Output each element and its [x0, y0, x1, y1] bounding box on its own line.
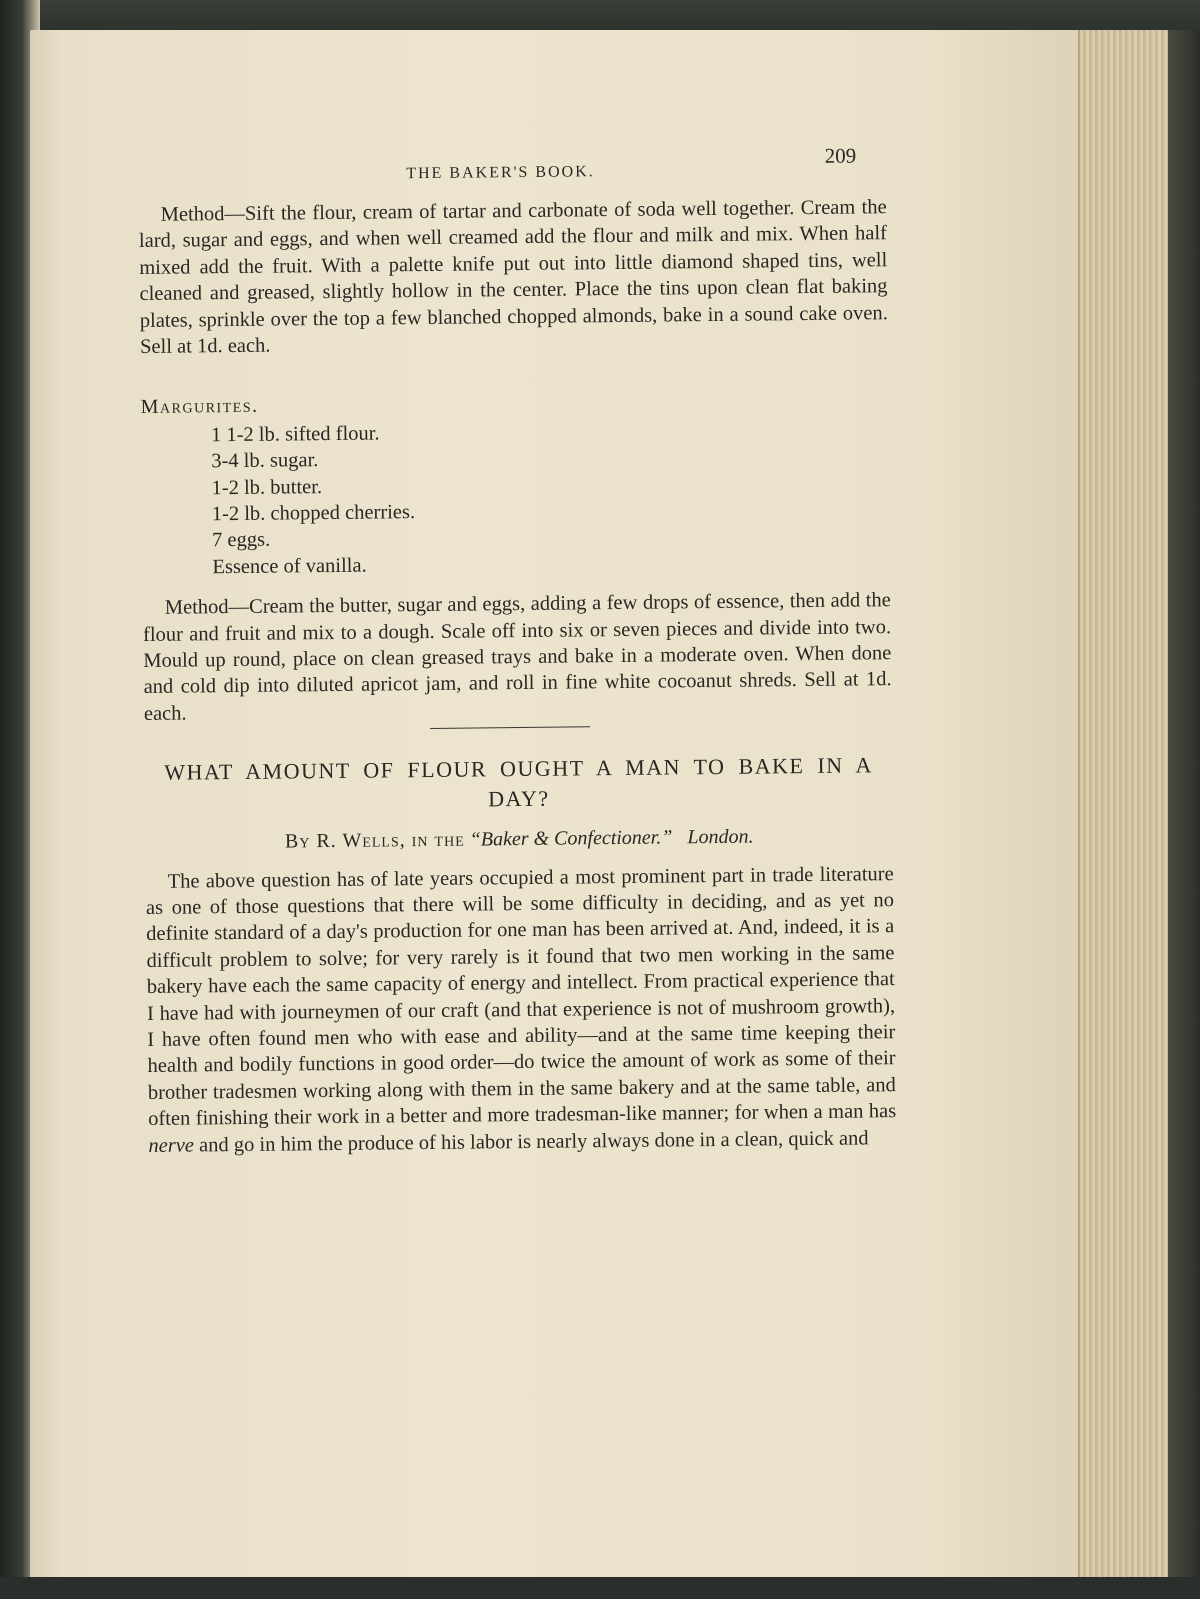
article-body-text-2: and go in him the produce of his labor is nearly always done in a clean, quick and	[198, 1127, 869, 1157]
byline-place: London.	[687, 825, 754, 849]
book-cover-bottom	[0, 1577, 1200, 1599]
running-head: THE BAKER'S BOOK.	[406, 163, 595, 183]
ingredient-item: 1 1-2 lb. sifted flour.	[210, 422, 380, 447]
ingredient-item: 1-2 lb. chopped cherries.	[211, 501, 416, 526]
ingredient-list	[211, 415, 891, 580]
page-number: 209	[824, 143, 857, 168]
recipe-title: Margurites.	[140, 395, 259, 419]
article-byline	[145, 822, 893, 856]
ingredient-item: Essence of vanilla.	[212, 554, 367, 579]
page-header	[138, 140, 886, 188]
article-title: WHAT AMOUNT OF FLOUR OUGHT A MAN TO BAKE IN A DAY?	[164, 752, 873, 812]
article-body-emphasis: nerve	[148, 1134, 195, 1157]
article-body	[146, 861, 897, 1159]
method-paragraph-1: Method—Sift the flour, cream of tartar and carbonate of soda well together. Cream the lard, sugar and eggs, and when well creamed add the flour and milk and mix. When half mixed add the fruit. With a palette knife put out into little diamond shaped tins, well cleaned and greased, slightly hollow in the center. Place the tins upon clean flat baking plates, sprinkle over the top a few blanched chopped almonds, bake in a sound cake oven. Sell at 1d. each.	[138, 196, 888, 359]
book-cover-right	[1168, 30, 1200, 1578]
page-content	[138, 140, 897, 1159]
page-edges	[1078, 30, 1172, 1578]
ingredient-item: 3-4 lb. sugar.	[211, 449, 319, 473]
ingredient-item: 1-2 lb. butter.	[211, 475, 323, 499]
ingredient-item: 7 eggs.	[212, 529, 271, 552]
article-body-text-1: The above question has of late years occupied a most prominent part in trade literature as one of those questions that there will be some difficulty in deciding, and as yet no definite standard of a day's production for one man has been arrived at. And, indeed, it is a difficult problem to solve; for very rarely is it found that two men working in the same bakery have each the same capacity of energy and intellect. From practical experience that I have had with journeymen of our craft (and that experience is not of mushroom growth), I have often found men who with ease and ability—and at the same time keeping their health and bodily functions in good order—do twice the amount of work as some of their brother tradesmen working along with them in the same bakery and at the same table, and often finishing their work in a better and more tradesman-like manner; for when a man has	[145, 862, 897, 1131]
method-paragraph-2: Method—Cream the butter, sugar and eggs, adding a few drops of essence, then add the flour and fruit and mix to a dough. Scale off into six or seven pieces and divide into two. Mould up round, place on clean greased trays and bake in a moderate oven. When done and cold dip into diluted apricot jam, and roll in fine white cocoanut shreds. Sell at 1d. each.	[142, 589, 892, 725]
section-divider	[430, 727, 590, 730]
byline-author: By R. Wells, in the	[284, 828, 465, 853]
byline-source: “Baker & Confectioner.”	[469, 826, 673, 851]
